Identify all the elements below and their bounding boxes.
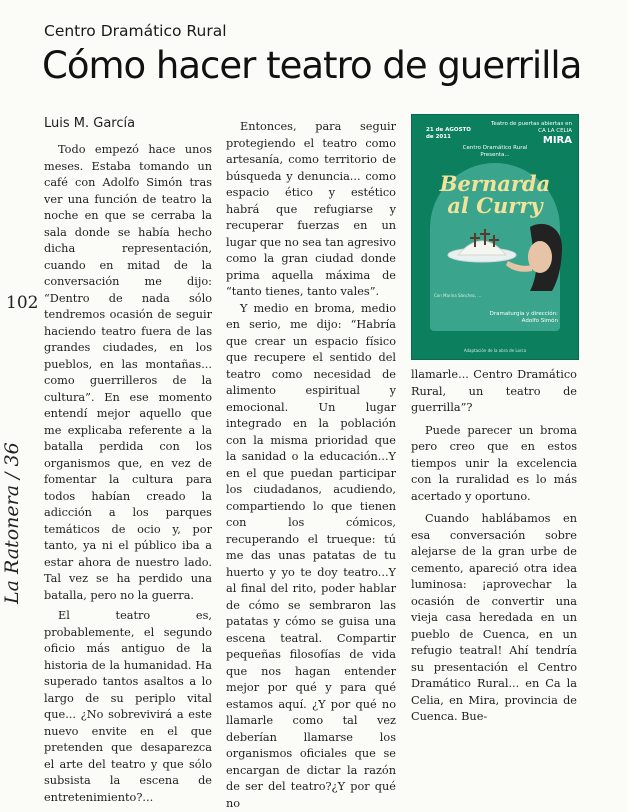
paragraph: llamarle... Centro Dramático Rural, un teatro de guerrilla”?	[411, 367, 577, 417]
paragraph: Todo empezó hace unos meses. Estaba tomando un café con Adolfo Simón tras ver una función de teatro la noche en que se cerraba la sala donde se había hecho dicha representación, cuando en mitad de la conversación me dijo: “Dentro de nada sólo tendremos ocasión de seguir haciendo teatro fuera de las grandes ciudades, en los pueblos, en las montañas... como guerrilleros de la cultura”. En ese momento entendí mejor aquello que me explicaba referente a la batalla perdida con los organismos que, en vez de fomentar la cultura para todos habían creado la adicción a los parques temáticos de ocio y, por tanto, ya ni el público iba a estar ahora de nuestro lado. Tal vez se ha perdido una batalla, pero no la guerra.	[44, 142, 212, 604]
poster-direction: Dramaturgia y dirección: Adolfo Simón	[490, 311, 558, 325]
poster-presenter: Centro Dramático Rural Presenta...	[412, 145, 578, 159]
poster-venue: Teatro de puertas abiertas en CA LA CELIA MIRA	[490, 121, 572, 146]
poster-cast: Con Marina Sánchez, ...	[434, 293, 481, 298]
article-title: Cómo hacer teatro de guerrilla	[42, 44, 581, 87]
poster-date: 21 de AGOSTO de 2011	[426, 127, 471, 141]
column-2	[226, 119, 396, 812]
play-poster	[411, 114, 579, 360]
paragraph: Puede parecer un broma pero creo que en estos tiempos unir la excelencia con la ruralidad es lo más acertado y oportuno.	[411, 423, 577, 506]
kicker: Centro Dramático Rural	[44, 22, 227, 40]
author-byline: Luis M. García	[44, 116, 135, 131]
paragraph: Y medio en broma, medio en serio, me dijo: “Habría que crear un espacio físico que recupere el sentido del teatro como necesidad de alimento espiritual y emocional. Un lugar integrado en la población con la misma prioridad que la sanidad o la educación...Y en el que puedan participar los ciudadanos, acudiendo, compartiendo lo que tienen con los cómicos, recuperando el trueque: tú me das unas patatas de tu huerto y yo te doy teatro...Y al final del rito, poder hablar de cómo se sembraron las patatas y cómo se guisa una escena teatral. Compartir pequeñas filosofías de vida que nos hagan entender mejor por qué y para qué estamos aquí. ¿Y por qué no llamarle como tal vez deberían llamarse los organismos oficiales que se encargan de dictar la razón de ser del teatro?¿Y por qué no	[226, 301, 396, 812]
paragraph: Cuando hablábamos en esa conversación sobre alejarse de la gran urbe de cemento, apareció otra idea luminosa: ¡aprovechar la ocasión de convertir una vieja casa heredada en un pueblo de Cuenca, en un refugio teatral! Ahí tendría su presentación el Centro Dramático Rural... en Ca la Celia, en Mira, provincia de Cuenca. Bue-	[411, 511, 577, 726]
paragraph: Entonces, para seguir protegiendo el teatro como artesanía, como territorio de búsqueda y denuncia... como espacio ético y estético habrá que refugiarse y recuperar fuerzas en un lugar que no sea tan agresivo como la gran ciudad donde prima aquella máxima de “tanto tienes, tanto vales”.	[226, 119, 396, 301]
column-3	[411, 367, 577, 726]
poster-title: Bernarda al Curry	[412, 173, 578, 217]
page-number: 102	[6, 293, 38, 313]
column-1	[44, 142, 212, 806]
paragraph: El teatro es, probablemente, el segundo oficio más antiguo de la historia de la humanidad. Ha superado tantos asaltos a lo largo de su periplo vital que... ¿No sobrevivirá a este nuevo envite en el que pretenden que desaparezca el arte del teatro y que sólo subsista la escena de entretenimiento?...	[44, 608, 212, 806]
poster-footer: Adaptación de la obra de Lorca	[412, 348, 578, 353]
magazine-name: La Ratonera / 36	[1, 442, 23, 604]
